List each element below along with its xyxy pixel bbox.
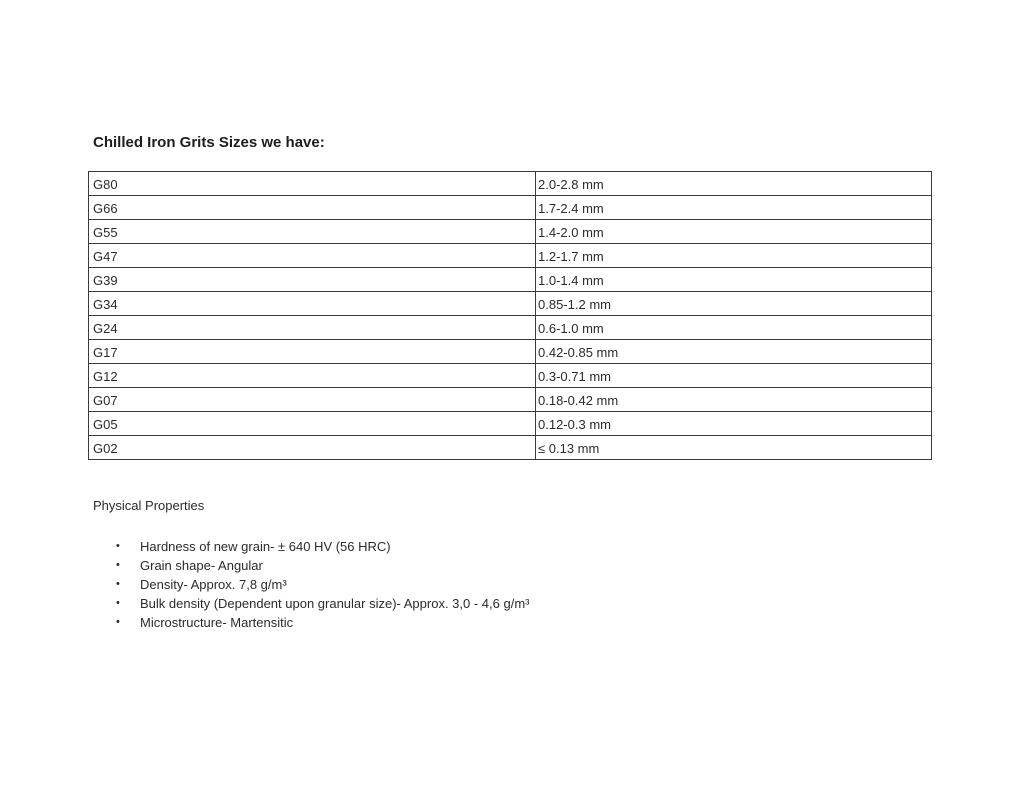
list-item: [93, 576, 530, 595]
list-item: [93, 595, 530, 614]
grade-cell: G24: [89, 316, 536, 340]
table-row: [89, 292, 932, 316]
table-row: [89, 316, 932, 340]
page-heading: Chilled Iron Grits Sizes we have:: [93, 134, 325, 151]
grade-cell: G34: [89, 292, 536, 316]
bullet-icon: •: [116, 616, 120, 628]
size-range-cell: 2.0-2.8 mm: [536, 172, 932, 196]
table-row: [89, 268, 932, 292]
list-item-text: Bulk density (Dependent upon granular size)- Approx. 3,0 - 4,6 g/m³: [140, 596, 530, 611]
size-range-cell: 0.6-1.0 mm: [536, 316, 932, 340]
list-item: [93, 557, 530, 576]
table-row: [89, 364, 932, 388]
grade-cell: G55: [89, 220, 536, 244]
size-range-cell: 1.4-2.0 mm: [536, 220, 932, 244]
grit-sizes-table-body: [89, 172, 932, 460]
grade-cell: G02: [89, 436, 536, 460]
table-row: [89, 172, 932, 196]
size-range-cell: 1.0-1.4 mm: [536, 268, 932, 292]
bullet-icon: •: [116, 540, 120, 552]
grade-cell: G17: [89, 340, 536, 364]
grade-cell: G07: [89, 388, 536, 412]
table-row: [89, 388, 932, 412]
size-range-cell: 0.85-1.2 mm: [536, 292, 932, 316]
grade-cell: G12: [89, 364, 536, 388]
grade-cell: G80: [89, 172, 536, 196]
size-range-cell: 0.12-0.3 mm: [536, 412, 932, 436]
table-row: [89, 412, 932, 436]
grit-sizes-table: [88, 171, 932, 460]
size-range-cell: 1.2-1.7 mm: [536, 244, 932, 268]
bullet-icon: •: [116, 597, 120, 609]
list-item-text: Grain shape- Angular: [140, 558, 263, 573]
bullet-icon: •: [116, 559, 120, 571]
size-range-cell: 0.42-0.85 mm: [536, 340, 932, 364]
table-row: [89, 244, 932, 268]
physical-properties-list: [93, 538, 530, 633]
size-range-cell: ≤ 0.13 mm: [536, 436, 932, 460]
size-range-cell: 0.18-0.42 mm: [536, 388, 932, 412]
size-range-cell: 0.3-0.71 mm: [536, 364, 932, 388]
table-row: [89, 220, 932, 244]
table-row: [89, 196, 932, 220]
list-item: [93, 538, 530, 557]
list-item-text: Hardness of new grain- ± 640 HV (56 HRC): [140, 539, 391, 554]
list-item: [93, 614, 530, 633]
grade-cell: G05: [89, 412, 536, 436]
list-item-text: Density- Approx. 7,8 g/m³: [140, 577, 287, 592]
grade-cell: G39: [89, 268, 536, 292]
table-row: [89, 436, 932, 460]
physical-properties-title: Physical Properties: [93, 498, 205, 513]
table-row: [89, 340, 932, 364]
grade-cell: G47: [89, 244, 536, 268]
grade-cell: G66: [89, 196, 536, 220]
bullet-icon: •: [116, 578, 120, 590]
list-item-text: Microstructure- Martensitic: [140, 615, 294, 630]
size-range-cell: 1.7-2.4 mm: [536, 196, 932, 220]
